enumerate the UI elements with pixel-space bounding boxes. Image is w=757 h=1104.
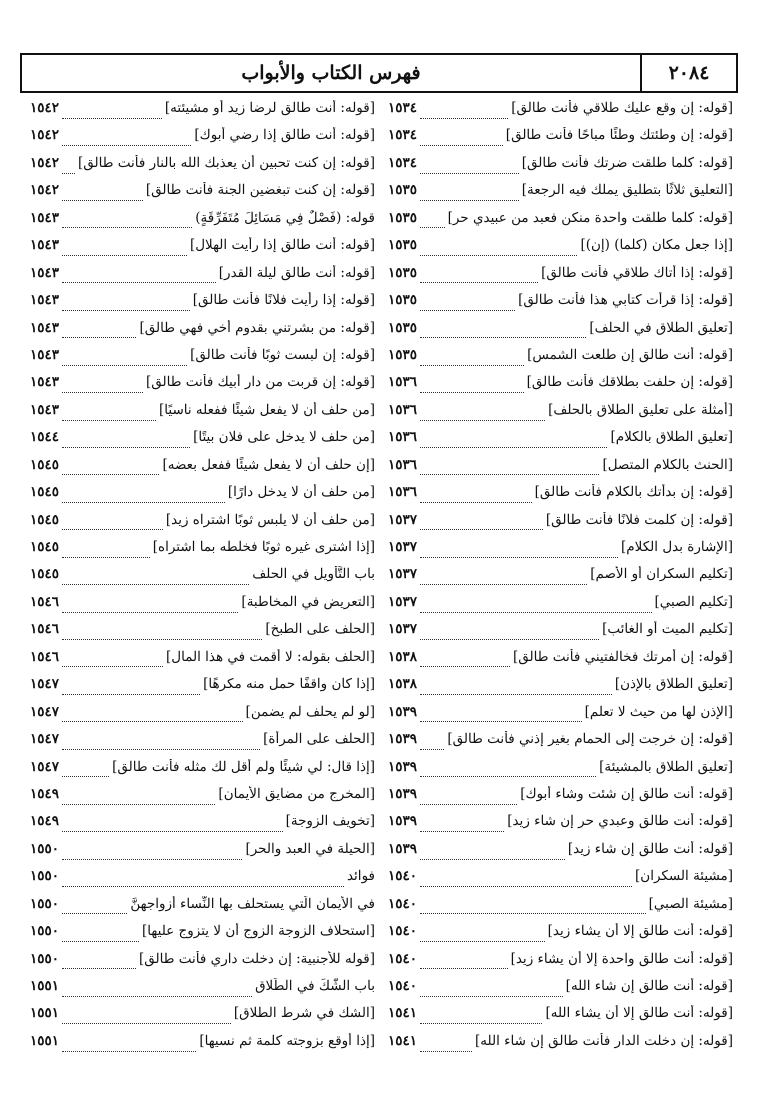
dot-leader — [420, 803, 517, 805]
entry-title: [إذا قال: لي شيئًا ولم أقل لك مثله فأنت طالق] — [112, 758, 375, 775]
dot-leader — [62, 556, 150, 558]
dot-leader — [420, 885, 632, 887]
dot-leader — [420, 611, 652, 613]
index-entry — [30, 1005, 375, 1032]
index-entry — [30, 896, 375, 923]
entry-page-number: ١٥٤٢ — [30, 100, 60, 116]
entry-page-number: ١٥٣٥ — [388, 264, 418, 281]
index-entry — [388, 676, 733, 703]
index-entry — [388, 1033, 733, 1060]
dot-leader — [62, 117, 162, 119]
dot-leader — [62, 940, 139, 942]
entry-page-number: ١٥٥٠ — [30, 950, 60, 967]
entry-page-number: ١٥٣٩ — [388, 813, 418, 830]
index-entry — [388, 512, 733, 539]
dot-leader — [420, 309, 515, 311]
index-entry — [388, 978, 733, 1005]
dot-leader — [62, 501, 225, 503]
dot-leader — [420, 199, 519, 201]
index-entry — [388, 896, 733, 923]
entry-title: [قوله: إن بدأتك بالكلام فأنت طالق] — [534, 484, 733, 501]
entry-title: [قوله: إن قربت من دار أبيك فأنت طالق] — [145, 374, 375, 391]
entry-page-number: ١٥٣٧ — [388, 566, 418, 583]
index-entry — [30, 704, 375, 731]
entry-title: [لو لم يحلف لم يضمن] — [245, 703, 375, 720]
dot-leader — [420, 419, 545, 421]
dot-leader — [62, 254, 187, 256]
entry-title: [قوله: إن وقع عليك طلاقي فأنت طالق] — [511, 100, 733, 116]
entry-title: [قوله: أنت طالق إن شاء الله] — [565, 978, 733, 994]
index-entry — [30, 127, 375, 154]
entry-page-number: ١٥٥١ — [30, 1032, 60, 1049]
entry-title: [قوله: أنت طالق إذا رضي أبوك] — [194, 127, 375, 144]
dot-leader — [62, 611, 238, 613]
dot-leader — [420, 281, 538, 283]
entry-page-number: ١٥٣٩ — [388, 785, 418, 802]
index-entry — [388, 704, 733, 731]
index-entry — [30, 759, 375, 786]
entry-page-number: ١٥٤٧ — [30, 676, 60, 693]
dot-leader — [62, 995, 252, 997]
index-entry — [388, 786, 733, 813]
dot-leader — [62, 528, 163, 530]
entry-page-number: ١٥٤٧ — [30, 703, 60, 720]
dot-leader — [420, 1022, 542, 1024]
page-title: فهرس الكتاب والأبواب — [241, 62, 421, 84]
entry-page-number: ١٥٤٢ — [30, 182, 60, 199]
index-entry — [30, 292, 375, 319]
dot-leader — [62, 912, 127, 914]
dot-leader — [420, 391, 524, 393]
dot-leader — [420, 830, 504, 832]
index-entry — [388, 484, 733, 511]
entry-page-number: ١٥٤٠ — [388, 895, 418, 912]
dot-leader — [62, 1022, 231, 1024]
entry-title: قوله: (فَصْلٌ فِي مَسَائِلَ مُتَفَرِّقَةٍ) — [195, 209, 375, 226]
entry-page-number: ١٥٣٩ — [388, 731, 418, 748]
index-entry — [388, 649, 733, 676]
dot-leader — [420, 446, 607, 448]
entry-page-number: ١٥٣٨ — [388, 676, 418, 693]
entry-title: [تعليق الطلاق في الحلف] — [589, 319, 733, 336]
entry-title: [التعليق ثلاثًا بتطليق يملك فيه الرجعة] — [521, 182, 733, 199]
entry-page-number: ١٥٤٦ — [30, 648, 60, 665]
dot-leader — [420, 583, 587, 585]
entry-page-number: ١٥٣٤ — [388, 127, 418, 144]
index-entry — [388, 374, 733, 401]
index-entry — [30, 429, 375, 456]
index-entry — [30, 320, 375, 347]
index-column-left — [30, 100, 375, 1060]
dot-leader — [62, 638, 262, 640]
dot-leader — [420, 144, 503, 146]
entry-title: [قوله: إن وطئتك وطئًا مباحًا فأنت طالق] — [505, 127, 733, 144]
dot-leader — [420, 528, 543, 530]
dot-leader — [420, 364, 524, 366]
index-entry — [388, 127, 733, 154]
entry-page-number: ١٥٤١ — [388, 1005, 418, 1022]
index-entry — [30, 868, 375, 895]
entry-page-number: ١٥٣٥ — [388, 182, 418, 199]
dot-leader — [62, 144, 191, 146]
dot-leader — [420, 336, 586, 338]
entry-page-number: ١٥٤٢ — [30, 154, 60, 171]
index-entry — [388, 594, 733, 621]
entry-title: [قوله: إن أمرتك فخالفتيني فأنت طالق] — [512, 648, 733, 665]
entry-title: [قوله: إن لبست ثوبًا فأنت طالق] — [190, 346, 375, 363]
entry-title: [تخويف الزوجة] — [285, 813, 375, 830]
dot-leader — [420, 967, 508, 969]
entry-page-number: ١٥٣٩ — [388, 703, 418, 720]
index-entry — [30, 676, 375, 703]
index-entry — [30, 786, 375, 813]
dot-leader — [420, 1050, 472, 1052]
dot-leader — [420, 940, 545, 942]
index-entry — [388, 182, 733, 209]
dot-leader — [420, 226, 445, 228]
entry-page-number: ١٥٤٦ — [30, 593, 60, 610]
index-entry — [30, 923, 375, 950]
entry-page-number: ١٥٤٣ — [30, 264, 60, 281]
entry-page-number: ١٥٤٠ — [388, 978, 418, 994]
index-entry — [30, 813, 375, 840]
dot-leader — [62, 172, 75, 174]
entry-title: باب التَّأويل في الحلف — [252, 566, 375, 583]
entry-page-number: ١٥٤٣ — [30, 209, 60, 226]
index-entry — [388, 347, 733, 374]
index-entry — [388, 265, 733, 292]
dot-leader — [420, 720, 582, 722]
index-entry — [30, 374, 375, 401]
dot-leader — [62, 364, 187, 366]
dot-leader — [62, 281, 216, 283]
dot-leader — [62, 665, 163, 667]
entry-title: [إذا كان واقفًا حمل منه مكرهًا] — [203, 676, 375, 693]
entry-title: [الحلف على المرأة] — [263, 731, 375, 748]
dot-leader — [62, 1050, 196, 1052]
index-entry — [30, 100, 375, 127]
entry-page-number: ١٥٣٥ — [388, 346, 418, 363]
entry-title: [الحلف على الطبخ] — [265, 621, 375, 638]
index-entry — [388, 731, 733, 758]
entry-page-number: ١٥٣٧ — [388, 511, 418, 528]
page-header — [20, 53, 738, 93]
entry-page-number: ١٥٣٧ — [388, 621, 418, 638]
entry-page-number: ١٥٣٦ — [388, 401, 418, 418]
entry-page-number: ١٥٤٣ — [30, 319, 60, 336]
entry-title: [من حلف أن لا يلبس ثوبًا اشتراه زيد] — [165, 511, 375, 528]
dot-leader — [420, 912, 646, 914]
entry-page-number: ١٥٣٤ — [388, 100, 418, 116]
index-entry — [30, 594, 375, 621]
index-entry — [388, 923, 733, 950]
entry-page-number: ١٥٤٠ — [388, 923, 418, 940]
entry-title: [قوله: إن كنت تبغضين الجنة فأنت طالق] — [145, 182, 375, 199]
entry-page-number: ١٥٣٥ — [388, 237, 418, 254]
entry-title: [قوله: إن خرجت إلى الحمام بغير إذني فأنت طالق] — [447, 731, 733, 748]
entry-title: [قوله: إن كنت تحبين أن يعذبك الله بالنار فأنت طالق] — [77, 154, 375, 171]
entry-title: [تعليق الطلاق بالكلام] — [610, 429, 733, 446]
index-entry — [388, 402, 733, 429]
dot-leader — [420, 693, 612, 695]
entry-page-number: ١٥٤٧ — [30, 731, 60, 748]
entry-page-number: ١٥٥٠ — [30, 868, 60, 885]
entry-page-number: ١٥٤٥ — [30, 484, 60, 501]
index-entry — [30, 402, 375, 429]
entry-page-number: ١٥٤٥ — [30, 566, 60, 583]
entry-page-number: ١٥٤٣ — [30, 292, 60, 309]
dot-leader — [62, 199, 143, 201]
entry-page-number: ١٥٤٣ — [30, 346, 60, 363]
entry-page-number: ١٥٣٦ — [388, 429, 418, 446]
entry-title: [قوله: كلما طلقت واحدة منكن فعبد من عبيدي حر] — [447, 209, 733, 226]
entry-page-number: ١٥٤٠ — [388, 868, 418, 885]
index-entry — [388, 100, 733, 127]
index-entry — [30, 347, 375, 374]
index-entry — [30, 978, 375, 1005]
dot-leader — [420, 748, 444, 750]
entry-page-number: ١٥٥٠ — [30, 840, 60, 857]
entry-title: [قوله: أنت طالق وعبدي حر إن شاء زيد] — [507, 813, 733, 830]
index-entry — [30, 237, 375, 264]
entry-title: [الشك في شرط الطلاق] — [233, 1005, 375, 1022]
index-entry — [388, 621, 733, 648]
entry-title: [قوله: أنت طالق واحدة إلا أن يشاء زيد] — [510, 950, 733, 967]
index-entry — [388, 457, 733, 484]
entry-page-number: ١٥٤١ — [388, 1032, 418, 1049]
entry-page-number: ١٥٣٥ — [388, 292, 418, 309]
entry-title: [المخرج من مضايق الأيمان] — [218, 785, 375, 802]
dot-leader — [62, 885, 344, 887]
entry-title: [قوله: إن كلمت فلانًا فأنت طالق] — [545, 511, 733, 528]
dot-leader — [62, 775, 109, 777]
entry-title: [من حلف أن لا يدخل دارًا] — [227, 484, 375, 501]
entry-title: في الأيمان الَّتي يستحلف بها النِّساء أزواجهنَّ — [130, 895, 375, 912]
entry-page-number: ١٥٣٨ — [388, 648, 418, 665]
index-entry — [30, 457, 375, 484]
index-entry — [388, 320, 733, 347]
entry-page-number: ١٥٤٩ — [30, 785, 60, 802]
entry-page-number: ١٥٤٦ — [30, 621, 60, 638]
dot-leader — [62, 446, 190, 448]
entry-title: [إن حلف أن لا يفعل شيئًا ففعل بعضه] — [162, 456, 375, 473]
entry-page-number: ١٥٤٢ — [30, 127, 60, 144]
index-entry — [30, 484, 375, 511]
dot-leader — [420, 665, 510, 667]
entry-page-number: ١٥٤٥ — [30, 539, 60, 555]
entry-title: [قوله: أنت طالق إلا أن يشاء زيد] — [547, 923, 733, 940]
entry-title: باب الشَّكِّ في الطَّلاق — [255, 978, 375, 994]
index-entry — [30, 539, 375, 566]
entry-title: [قوله: كلما طلقت ضرتك فأنت طالق] — [521, 154, 733, 171]
dot-leader — [62, 803, 215, 805]
index-entry — [30, 512, 375, 539]
index-entry — [388, 841, 733, 868]
entry-title: [إذا جعل مكان (كلما) (إن)] — [580, 237, 733, 254]
index-entry — [30, 210, 375, 237]
entry-title: [قوله: أنت طالق إلا أن يشاء الله] — [545, 1005, 733, 1022]
entry-page-number: ١٥٤٩ — [30, 813, 60, 830]
entry-title: [قوله: إذا رأيت فلانًا فأنت طالق] — [192, 292, 375, 309]
entry-title: [قوله: أنت طالق لرضا زيد أو مشيئته] — [164, 100, 375, 116]
index-entry — [30, 1033, 375, 1060]
entry-page-number: ١٥٥٠ — [30, 923, 60, 940]
dot-leader — [62, 391, 143, 393]
entry-title: [قوله: إن دخلت الدار فأنت طالق إن شاء الله] — [475, 1032, 733, 1049]
index-entry — [388, 1005, 733, 1032]
index-entry — [30, 951, 375, 978]
entry-page-number: ١٥٣٧ — [388, 539, 418, 555]
index-entry — [30, 649, 375, 676]
entry-title: [قوله: إن حلفت بطلاقك فأنت طالق] — [526, 374, 733, 391]
entry-title: [تكليم الصبي] — [654, 593, 733, 610]
entry-page-number: ١٥٤٠ — [388, 950, 418, 967]
dot-leader — [420, 556, 618, 558]
dot-leader — [62, 693, 200, 695]
entry-title: [قوله: أنت طالق إن طلعت الشمس] — [527, 346, 733, 363]
dot-leader — [420, 638, 599, 640]
index-entry — [30, 265, 375, 292]
index-entry — [30, 566, 375, 593]
dot-leader — [420, 775, 596, 777]
dot-leader — [420, 473, 599, 475]
dot-leader — [62, 419, 156, 421]
entry-title: [إذا أوقع بزوجته كلمة ثم نسيها] — [199, 1032, 375, 1049]
entry-page-number: ١٥٤٥ — [30, 511, 60, 528]
entry-title: [إذا اشترى غيره ثوبًا فخلطه بما اشتراه] — [152, 539, 375, 555]
entry-title: [التعريض في المخاطبة] — [241, 593, 375, 610]
dot-leader — [62, 473, 159, 475]
entry-page-number: ١٥٣٦ — [388, 456, 418, 473]
dot-leader — [62, 967, 136, 969]
entry-title: [قوله: إذا أتاك طلاقي فأنت طالق] — [541, 264, 733, 281]
index-entry — [388, 539, 733, 566]
entry-title: [قوله للأجنبية: إن دخلت داري فأنت طالق] — [139, 950, 375, 967]
index-entry — [30, 155, 375, 182]
entry-title: [تكليم السكران أو الأصم] — [590, 566, 733, 583]
entry-title: [مشيئة السكران] — [635, 868, 733, 885]
entry-title: [قوله: من بشرتني بقدوم أخي فهي طالق] — [139, 319, 375, 336]
entry-page-number: ١٥٤٣ — [30, 374, 60, 391]
dot-leader — [62, 336, 136, 338]
entry-page-number: ١٥٣٥ — [388, 209, 418, 226]
index-column-right — [388, 100, 733, 1060]
entry-title: [الحنث بالكلام المتصل] — [602, 456, 733, 473]
dot-leader — [420, 995, 563, 997]
entry-page-number: ١٥٣٦ — [388, 374, 418, 391]
entry-page-number: ١٥٤٣ — [30, 237, 60, 254]
dot-leader — [62, 858, 242, 860]
dot-leader — [62, 748, 260, 750]
entry-title: [قوله: أنت طالق إذا رأيت الهلال] — [189, 237, 375, 254]
entry-title: [تعليق الطلاق بالمشيئة] — [599, 758, 733, 775]
index-entry — [388, 237, 733, 264]
dot-leader — [420, 254, 577, 256]
index-entry — [30, 731, 375, 758]
entry-page-number: ١٥٥١ — [30, 1005, 60, 1022]
entry-title: [الحلف بقوله: لا أقمت في هذا المال] — [166, 648, 375, 665]
dot-leader — [62, 309, 190, 311]
entry-page-number: ١٥٣٦ — [388, 484, 418, 501]
dot-leader — [420, 501, 532, 503]
index-entry — [388, 813, 733, 840]
entry-page-number: ١٥٣٩ — [388, 840, 418, 857]
entry-page-number: ١٥٥١ — [30, 978, 60, 994]
entry-title: [استحلاف الزوجة الزوج أن لا يتزوج عليها] — [142, 923, 375, 940]
entry-page-number: ١٥٥٠ — [30, 895, 60, 912]
entry-title: [قوله: أنت طالق ليلة القدر] — [218, 264, 375, 281]
index-entry — [388, 759, 733, 786]
dot-leader — [62, 830, 283, 832]
index-entry — [388, 951, 733, 978]
dot-leader — [62, 720, 243, 722]
dot-leader — [62, 226, 192, 228]
entry-title: [تعليق الطلاق بالإذن] — [614, 676, 733, 693]
entry-title: [الحيلة في العبد والحر] — [245, 840, 375, 857]
entry-page-number: ١٥٣٩ — [388, 758, 418, 775]
entry-title: [من حلف أن لا يفعل شيئًا ففعله ناسيًا] — [159, 401, 375, 418]
dot-leader — [62, 583, 249, 585]
index-entry — [30, 621, 375, 648]
index-entry — [388, 868, 733, 895]
entry-title: [الإشارة بدل الكلام] — [621, 539, 733, 555]
index-entry — [30, 182, 375, 209]
index-entry — [388, 292, 733, 319]
entry-title: [الإذن لها من حيث لا تعلم] — [584, 703, 733, 720]
entry-page-number: ١٥٣٥ — [388, 319, 418, 336]
entry-title: فوائد — [346, 868, 375, 885]
dot-leader — [420, 117, 508, 119]
entry-title: [قوله: أنت طالق إن شاء زيد] — [567, 840, 733, 857]
entry-page-number: ١٥٤٥ — [30, 456, 60, 473]
entry-page-number: ١٥٤٤ — [30, 429, 60, 446]
entry-title: [قوله: أنت طالق إن شئت وشاء أبوك] — [520, 785, 733, 802]
entry-page-number: ١٥٣٤ — [388, 154, 418, 171]
index-entry — [388, 429, 733, 456]
entry-page-number: ١٥٤٧ — [30, 758, 60, 775]
index-entry — [30, 841, 375, 868]
dot-leader — [420, 172, 519, 174]
dot-leader — [420, 858, 565, 860]
index-entry — [388, 210, 733, 237]
entry-title: [تكليم الميت أو الغائب] — [602, 621, 733, 638]
entry-page-number: ١٥٣٧ — [388, 593, 418, 610]
entry-page-number: ١٥٤٣ — [30, 401, 60, 418]
entry-title: [مشيئة الصبي] — [648, 895, 733, 912]
entry-title: [قوله: إذا قرأت كتابي هذا فأنت طالق] — [518, 292, 733, 309]
entry-title: [أمثلة على تعليق الطلاق بالحلف] — [548, 401, 733, 418]
index-entry — [388, 566, 733, 593]
entry-title: [من حلف لا يدخل على فلان بيتًا] — [193, 429, 375, 446]
index-entry — [388, 155, 733, 182]
page-number: ٢٠٨٤ — [640, 55, 736, 91]
